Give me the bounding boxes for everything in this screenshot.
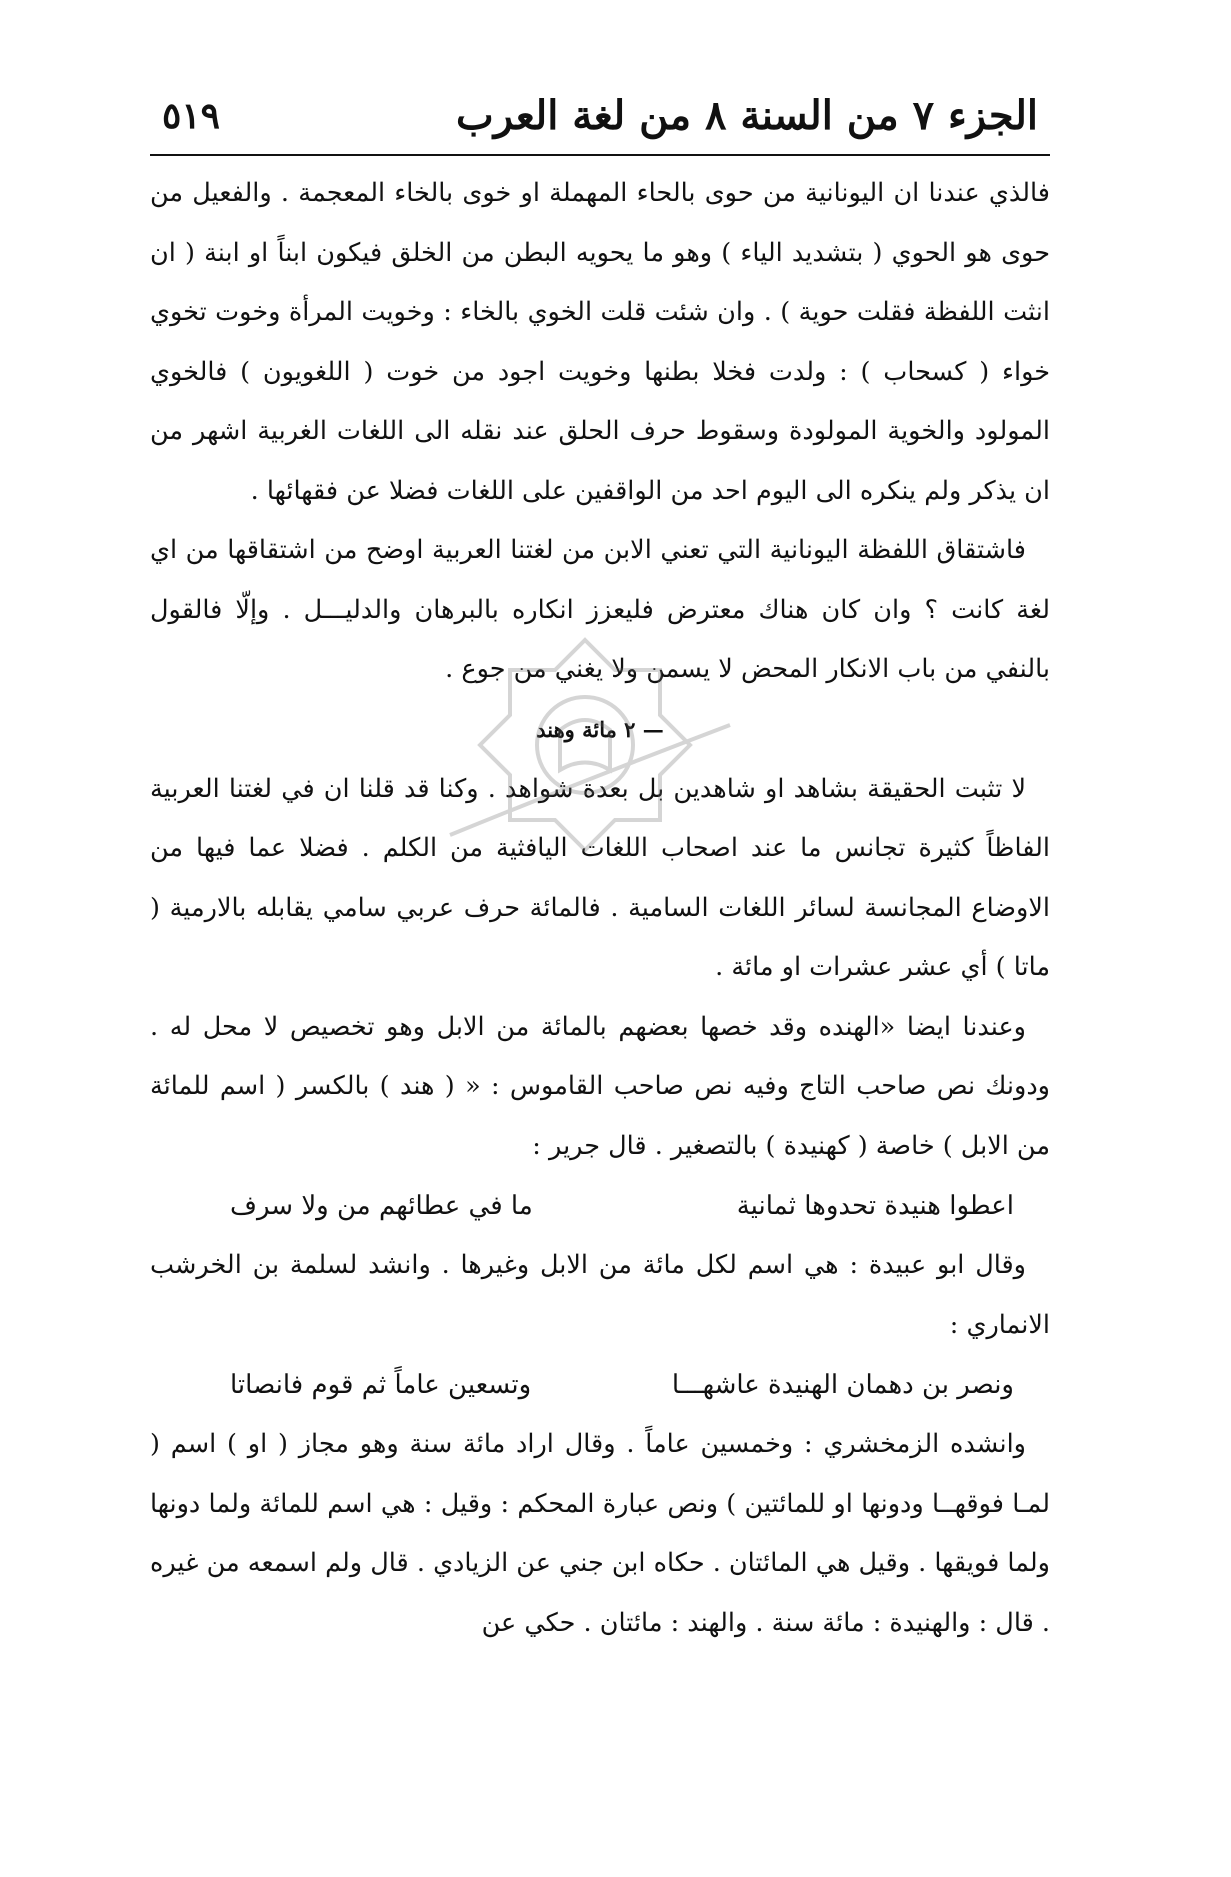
header-rule (150, 154, 1050, 156)
verse-1-second-hemistich: ما في عطائهم من ولا سرف (230, 1191, 533, 1221)
paragraph-2: فاشتقاق اللفظة اليونانية التي تعني الابن من لغتنا العربية اوضح من اشتقاقها من اي لغة كانت ؟ وان كان هناك معترض فليعزز انكاره بالبرهان والدليـــل . وإلّا فالقول بالنفي من باب الانكار المحض لا يسمن ولا يغني من جوع . (150, 535, 1050, 684)
paragraph-5: وقال ابو عبيدة : هي اسم لكل مائة من الابل وغيرها . وانشد لسلمة بن الخرشب الانماري : (150, 1250, 1050, 1340)
verse-1-first-hemistich: اعطوا هنيدة تحدوها ثمانية (736, 1191, 1014, 1221)
section-heading: — ٢ مائة وهند (536, 716, 664, 742)
article-body (150, 164, 1050, 1653)
journal-title: الجزء ٧ من السنة ٨ من لغة العرب (456, 92, 1038, 139)
verse-2 (150, 1355, 1050, 1415)
running-header (150, 88, 1050, 144)
verse-2-first-hemistich: ونصر بن دهمان الهنيدة عاشهـــا (671, 1370, 1014, 1400)
verse-2-second-hemistich: وتسعين عاماً ثم قوم فانصاتا (230, 1370, 532, 1400)
document-page (150, 88, 1050, 1653)
paragraph-4: وعندنا ايضا «الهنده وقد خصها بعضهم بالمائة من الابل وهو تخصيص لا محل له . ودونك نص صاحب التاج وفيه نص صاحب القاموس : « ( هند ) بالكسر ( اسم للمائة من الابل ) خاصة ( كهنيدة ) بالتصغير . قال جرير : (150, 1011, 1050, 1161)
paragraph-1: فالذي عندنا ان اليونانية من حوى بالحاء المهملة او خوى بالخاء المعجمة . والفعيل من حوى هو الحوي ( بتشديد الياء ) وهو ما يحويه البطن من الخلق فيكون ابناً او ابنة ( ان انثت اللفظة فقلت حوية ) . وان شئت قلت الخوي بالخاء : وخويت المرأة وخوت تخوي خواء ( كسحاب ) : ولدت فخلا بطنها وخويت اجود من خوت ( اللغويون ) فالخوي المولود والخوية المولودة وسقوط حرف الحلق عند نقله الى اللغات الغربية اشهر من ان يذكر ولم ينكره الى اليوم احد من الواقفين على اللغات فضلا عن فقهائها . (150, 178, 1050, 506)
paragraph-6: وانشده الزمخشري : وخمسين عاماً . وقال اراد مائة سنة وهو مجاز ( او ) اسم ( لمـا فوقهــا ودونها او للمائتين ) ونص عبارة المحكم : وقيل : هي اسم للمائة ولما دونها ولما فويقها . وقيل هي المائتان . حكاه ابن جني عن الزيادي . قال ولم اسمعه من غيره . قال : والهنيدة : مائة سنة . والهند : مائتان . حكي عن (150, 1429, 1050, 1638)
paragraph-3: لا تثبت الحقيقة بشاهد او شاهدين بل بعدة شواهد . وكنا قد قلنا ان في لغتنا العربية الفاظاً كثيرة تجانس ما عند اصحاب اللغات اليافثية من الكلم . فضلا عما فيها من الاوضاع المجانسة لسائر اللغات السامية . فالمائة حرف عربي سامي يقابله بالارمية ( ماتا ) أي عشر عشرات او مائة . (150, 773, 1050, 982)
verse-1 (150, 1176, 1050, 1236)
page-number: ٥١٩ (162, 95, 221, 137)
